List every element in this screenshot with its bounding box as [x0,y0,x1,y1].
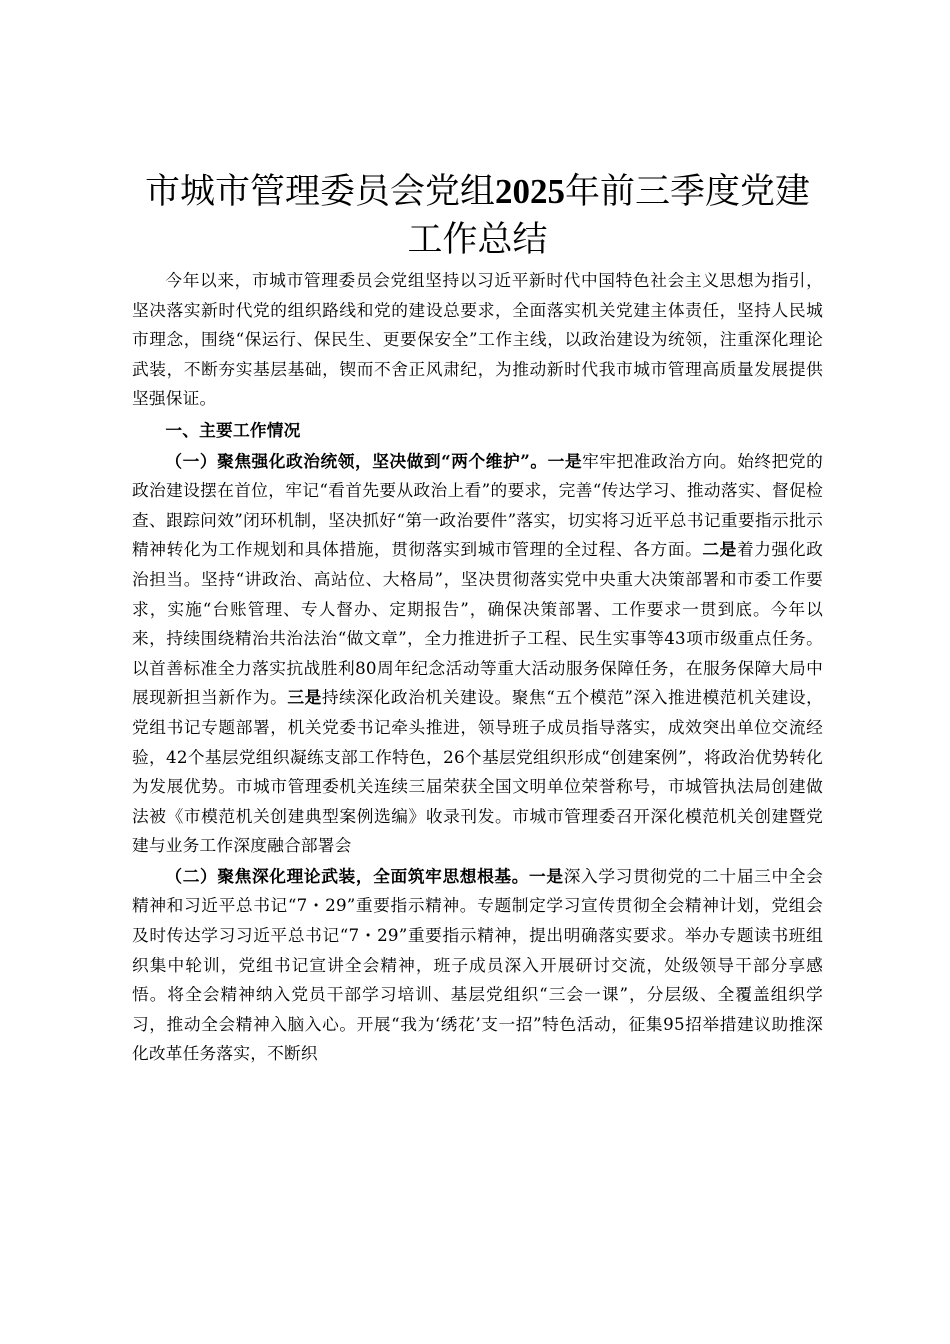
subsection-2-text-1: 深入学习贯彻党的二十届三中全会精神和习近平总书记“7・29”重要指示精神。专题制定学习宣传贯彻全会精神计划，党组会及时传达学习习近平总书记“7・29”重要指示精神，提出明确落实要求。举办专题读书班组织集中轮训，党组书记宣讲全会精神，班子成员深入开展研讨交流，处级领导干部分享感悟。将全会精神纳入党员干部学习培训、基层党组织“三会一课”，分层级、全覆盖组织学习，推动全会精神入脑入心。开展“我为‘绣花’支一招”特色活动，征集95招举措建议助推深化改革任务落实，不断织 [132,865,824,1064]
subsection-1-text-3: 持续深化政治机关建设。聚焦“五个模范”深入推进模范机关建设，党组书记专题部署，机关党委书记牵头推进，领导班子成员指导落实，成效突出单位交流经验，42个基层党组织凝练支部工作特色，26个基层党组织形成“创建案例”，将政治优势转化为发展优势。市城市管理委机关连续三届荣获全国文明单位荣誉称号，市城管执法局创建做法被《市模范机关创建典型案例选编》收录刊发。市城市管理委召开深化模范机关创建暨党建与业务工作深度融合部署会 [132,687,823,856]
subsection-1-lead-1: 一是 [547,450,583,471]
subsection-2-heading: （二）聚焦深化理论武装，全面筑牢思想根基。 [165,865,530,886]
intro-paragraph: 今年以来，市城市管理委员会党组坚持以习近平新时代中国特色社会主义思想为指引，坚决落实新时代党的组织路线和党的建设总要求，全面落实机关党建主体责任，坚持人民城市理念，围绕“保运行、保民生、更要保安全”工作主线，以政治建设为统领，注重深化理论武装，不断夯实基层基础，锲而不舍正风肃纪，为推动新时代我市城市管理高质量发展提供坚强保证。 [132,270,823,409]
document-title [132,168,823,266]
subsection-1-heading: （一）聚焦强化政治统领，坚决做到“两个维护”。 [165,450,548,471]
title-part-1: 市城市管理委员会党组 [144,172,495,212]
subsection-1-paragraph [132,447,823,861]
subsection-1-text-1: 牢牢把准政治方向。始终把党的政治建设摆在首位，牢记“看首先要从政治上看”的要求，完善“传达学习、推动落实、督促检查、跟踪问效”闭环机制，坚决抓好“第一政治要件”落实，切实将习近平总书记重要指示批示精神转化为工作规划和具体措施，贯彻落实到城市管理的全过程、各方面。 [132,450,823,560]
subsection-1-text-2: 着力强化政治担当。坚持“讲政治、高站位、大格局”，坚决贯彻落实党中央重大决策部署和市委工作要求，实施“台账管理、专人督办、定期报告”，确保决策部署、工作要求一贯到底。今年以来，持续围绕精治共治法治“做文章”，全力推进折子工程、民生实事等43项市级重点任务。以首善标准全力落实抗战胜利80周年纪念活动等重大活动服务保障任务，在服务保障大局中展现新担当新作为。 [132,539,823,708]
title-line-2: 工作总结 [407,220,548,260]
title-part-2: 年前三季度党建 [565,172,811,212]
subsection-1-lead-3: 三是 [287,687,322,708]
subsection-2-lead-1: 一是 [529,865,564,886]
section-1-heading: 一、主要工作情况 [165,419,301,440]
title-year: 2025 [495,172,565,211]
subsection-2-paragraph [132,862,823,1069]
subsection-1-lead-2: 二是 [702,539,737,560]
